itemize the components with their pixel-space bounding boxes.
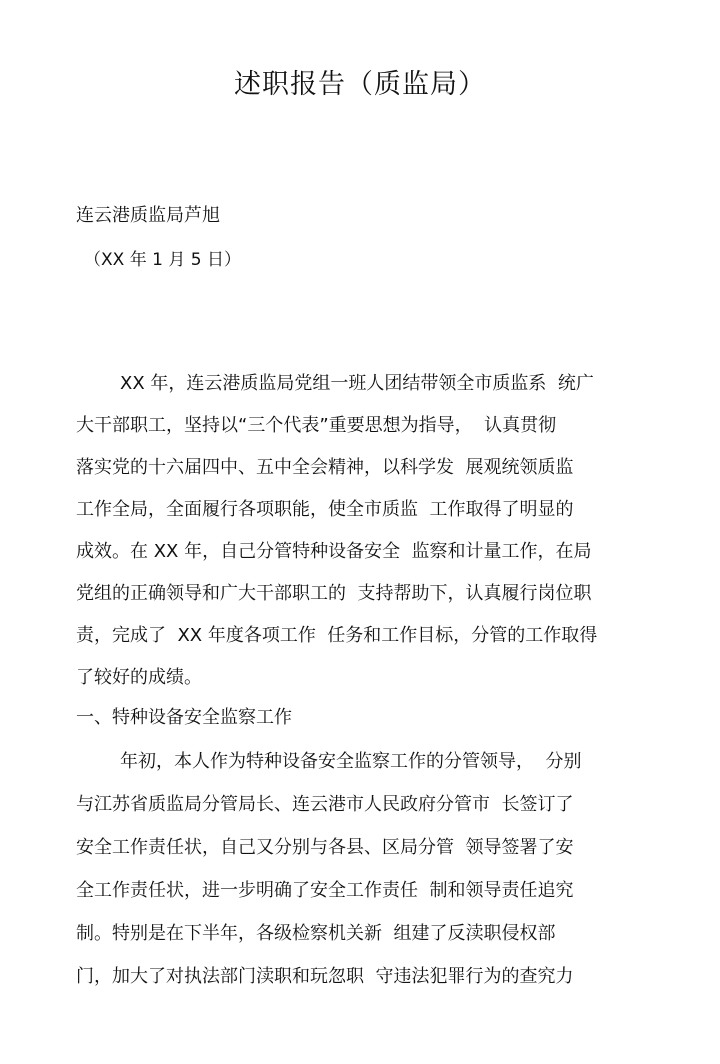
paragraph-line: 安全工作责任状，自己又分别与各县、区局分管 领导签署了安 (76, 837, 574, 858)
paragraph-line: 责，完成了 XX 年度各项工作 任务和工作目标，分管的工作取得 (76, 625, 598, 646)
document-title: 述职报告（质监局） (234, 69, 486, 100)
paragraph-line: 制。特别是在下半年，各级检察机关新 组建了反渎职侵权部 (76, 923, 556, 944)
paragraph-line: 了较好的成绩。 (76, 667, 202, 688)
paragraph-line: 工作全局，全面履行各项职能，使全市质监 工作取得了明显的 (76, 499, 574, 520)
author-line: 连云港质监局芦旭 (76, 205, 220, 226)
section-heading: 一、特种设备安全监察工作 (76, 707, 292, 728)
paragraph-line: 大干部职工，坚持以“三个代表”重要思想为指导， 认真贯彻 (76, 415, 557, 436)
paragraph-line: 党组的正确领导和广大干部职工的 支持帮助下，认真履行岗位职 (76, 583, 592, 604)
paragraph-line: 全工作责任状，进一步明确了安全工作责任 制和领导责任追究 (76, 880, 574, 901)
paragraph-line: 与江苏省质监局分管局长、连云港市人民政府分管市 长签订了 (76, 794, 574, 815)
paragraph-line: 门，加大了对执法部门渎职和玩忽职 守违法犯罪行为的查究力 (76, 966, 574, 987)
date-line: （XX 年 1 月 5 日） (84, 250, 241, 270)
paragraph-line: 成效。在 XX 年，自己分管特种设备安全 监察和计量工作，在局 (76, 541, 592, 562)
paragraph-line: XX 年，连云港质监局党组一班人团结带领全市质监系 统广 (120, 373, 594, 394)
paragraph-line: 年初，本人作为特种设备安全监察工作的分管领导， 分别 (120, 751, 582, 772)
paragraph-line: 落实党的十六届四中、五中全会精神，以科学发 展观统领质监 (76, 457, 574, 478)
